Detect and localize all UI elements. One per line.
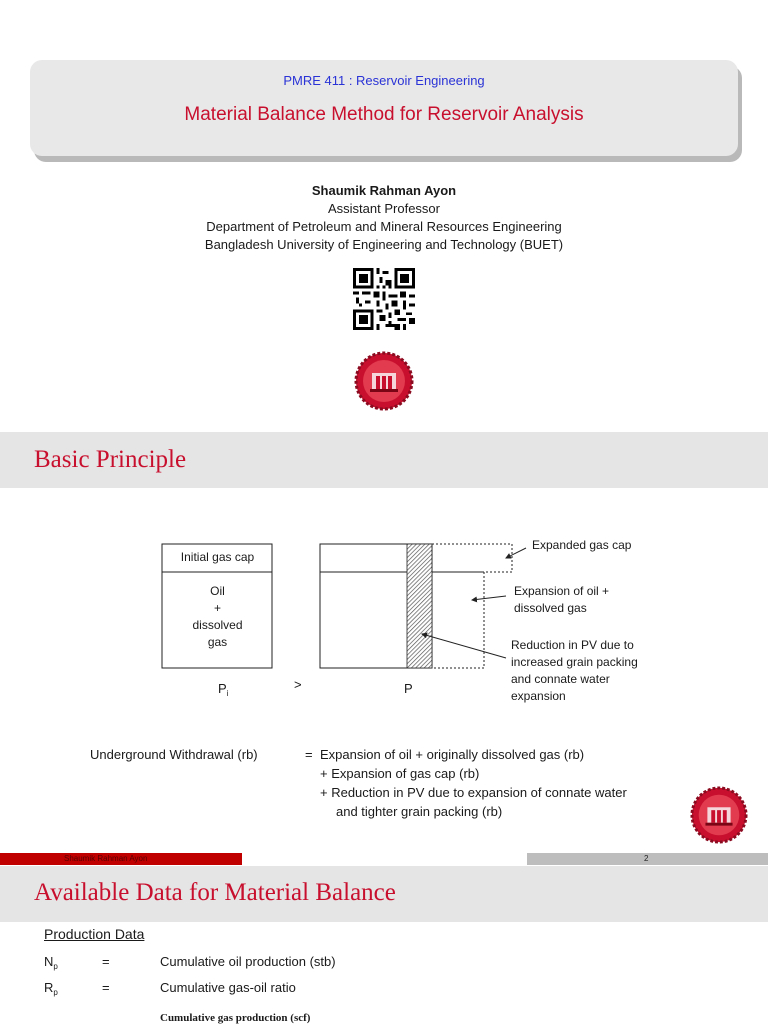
- production-data-heading: Production Data: [44, 926, 145, 942]
- footer-author: Shaumik Rahman Ayon: [64, 854, 148, 863]
- np-description: Cumulative oil production (stb): [160, 954, 336, 969]
- rp-equals: =: [102, 980, 110, 995]
- footer-author-bar: [0, 853, 242, 865]
- university-logo-icon: [354, 351, 414, 411]
- university-logo-icon: [690, 786, 748, 844]
- page-number: 2: [644, 854, 649, 863]
- author-block: [0, 182, 768, 254]
- qr-code-icon[interactable]: [353, 268, 415, 330]
- author-department: Department of Petroleum and Mineral Resources Engineering: [206, 219, 562, 234]
- initial-pressure-label: $P_i$: [218, 681, 229, 698]
- equation-equals: =: [305, 747, 313, 762]
- rp-description: Cumulative gas-oil ratio: [160, 980, 296, 995]
- course-label: PMRE 411 : Reservoir Engineering: [283, 73, 485, 88]
- expanded-oil-outline: [432, 572, 484, 668]
- oil-dissolved-gas-label: Oil + dissolved gas: [192, 584, 243, 649]
- author-position: Assistant Professor: [328, 201, 440, 216]
- initial-gas-cap-label: Initial gas cap: [180, 550, 255, 564]
- equation-rhs: Expansion of oil + originally dissolved gas (rb) + Expansion of gas cap (rb) + Reduction in PV due to expansion of connate water and tighter grain packing (rb): [320, 747, 627, 819]
- footer-page-bar: [527, 853, 768, 865]
- rp-symbol: $R_p$: [44, 980, 58, 997]
- greater-than-sign: >: [294, 677, 302, 692]
- slide-title-available-data: Available Data for Material Balance: [34, 879, 396, 906]
- expanded-gas-cap-outline: [432, 544, 512, 572]
- equation-lhs: Underground Withdrawal (rb): [90, 747, 258, 762]
- np-symbol: $N_p$: [44, 954, 58, 971]
- expanded-gas-cap-label: Expanded gas cap: [532, 538, 632, 552]
- slide-title-basic-principle: Basic Principle: [34, 446, 187, 473]
- pressure-label: P: [404, 681, 413, 696]
- presentation-title: Material Balance Method for Reservoir Analysis: [184, 104, 584, 125]
- author-university: Bangladesh University of Engineering and Technology (BUET): [204, 237, 564, 252]
- reduction-pv-label: Reduction in PV due to increased grain packing and connate water expansion: [511, 638, 638, 703]
- np-equals: =: [102, 954, 110, 969]
- author-name: Shaumik Rahman Ayon: [311, 183, 457, 198]
- expansion-oil-label: Expansion of oil + dissolved gas: [514, 584, 610, 615]
- fraction-numerator: Cumulative gas production (scf): [160, 1012, 311, 1024]
- pv-reduction-hatch: [407, 544, 432, 668]
